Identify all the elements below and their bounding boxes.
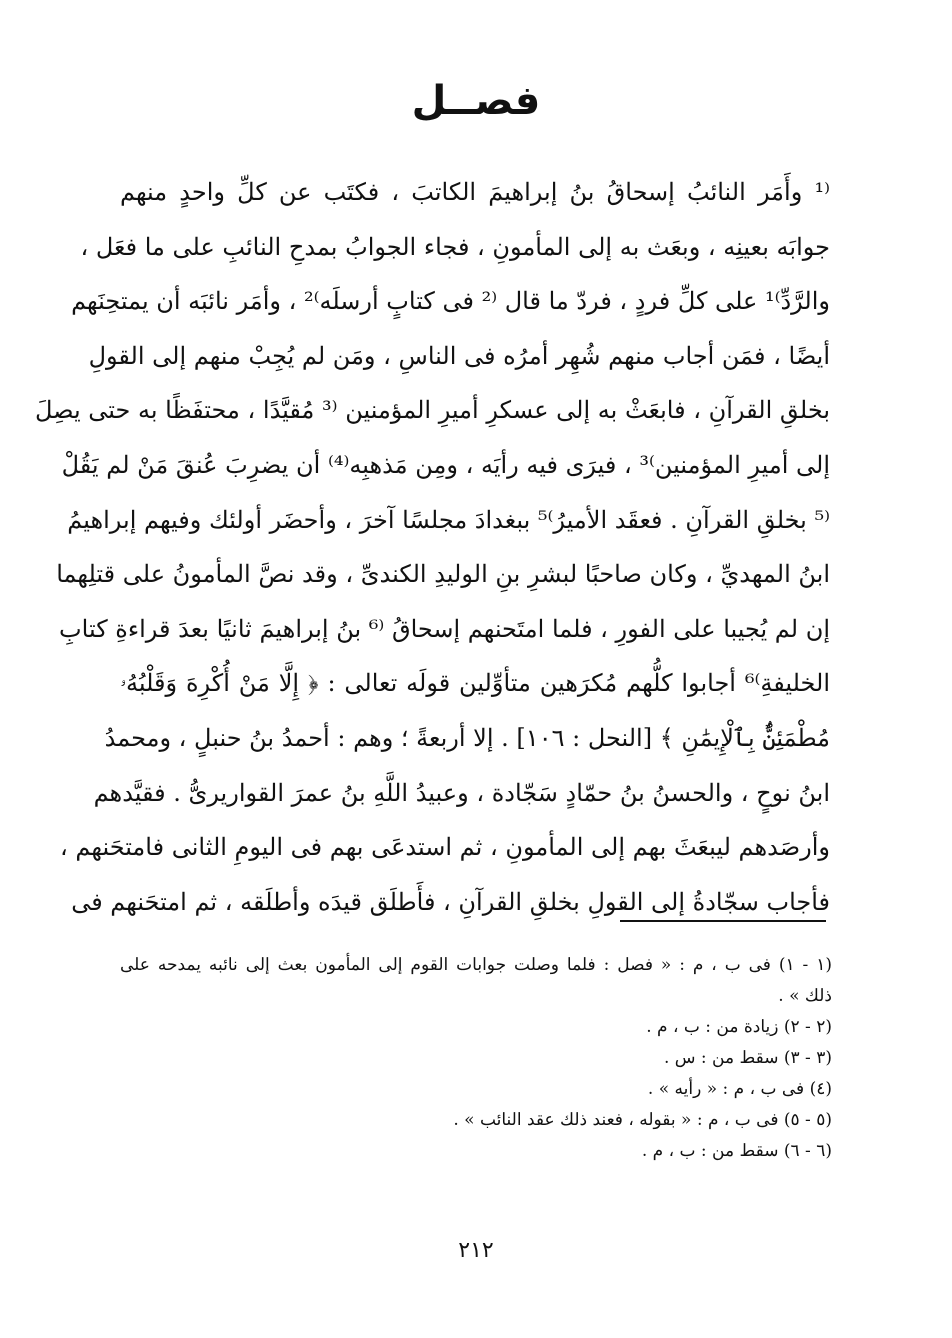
footnote-separator: [620, 920, 826, 922]
body-line: جوابَه بعينِه ، وبعَث به إلى المأمونِ ، فجاء الجوابُ بمدحِ النائبِ على ما فعَل ،: [80, 232, 830, 261]
body-line: وأرصَدهم ليبعَثَ بهم إلى المأمونِ ، ثم استدعَى بهم فى اليومِ الثانى فامتحَنهم ،: [60, 833, 830, 862]
body-line: إلى أميرِ المؤمنين⁾³ ، فيرَى فيه رأيَه ، ومِن مَذهبِه⁽⁴⁾ أن يضرِبَ عُنقَ مَنْ لم يَقُلْ: [61, 450, 830, 479]
body-line: أيضًا ، فمَن أجاب منهم شُهِر أمرُه فى الناسِ ، ومَن لم يُجِبْ منهم إلى القولِ: [88, 341, 830, 370]
body-line: الخليفةِ⁾⁶ أجابوا كلُّهم مُكرَهين متأوِّلين قولَه تعالى : ﴿ إِلَّا مَنْ أُكْرِهَ وَقَلْبُهُۥ: [120, 669, 830, 698]
body-line: ⁽⁵ بخلقِ القرآنِ . فعقَد الأميرُ⁾⁵ ببغدادَ مجلسًا آخرَ ، وأحضَر أولئك وفيهم إبراهيمُ: [67, 505, 830, 534]
section-title: فصــل: [411, 78, 541, 124]
footnote: (٣ - ٣) سقط من : س .: [663, 1048, 832, 1068]
page-number: ٢١٢: [458, 1238, 494, 1263]
body-line: بخلقِ القرآنِ ، فابعَثْ به إلى عسكرِ أميرِ المؤمنين ⁽³ مُقيَّدًا ، محتفَظًا به حتى يصِلَ: [34, 396, 830, 425]
body-line: والرَّدِّ⁾¹ على كلِّ فردٍ ، فردّ ما قال ⁽² فى كتابٍ أرسلَه⁾² ، وأمَر نائبَه أن يمتحِنَهم: [71, 287, 830, 316]
body-line: ابنُ المهديِّ ، وكان صاحبًا لبشرِ بنِ الوليدِ الكندىِّ ، وقد نصَّ المأمونُ على قتلِهما: [56, 560, 830, 589]
body-line: إن لم يُجيبا على الفورِ ، فلما امتَحنهم إسحاقُ ⁽⁶ بنُ إبراهيمَ ثانيًا بعدَ قراءةِ كتابِ: [59, 614, 830, 643]
body-line: فأجاب سجّادةُ إلى القولِ بخلقِ القرآنِ ، فأَطلَق قيدَه وأطلَقه ، ثم امتحَنهم فى: [71, 887, 830, 916]
body-text: [34, 165, 830, 929]
footnote: (٦ - ٦) سقط من : ب ، م .: [641, 1141, 832, 1161]
footnote: (١ - ١) فى ب ، م : « فصل : فلما وصلت جوابات القوم إلى المأمون بعث إلى نائبه يمدحه على: [120, 955, 832, 975]
footnotes: [120, 950, 832, 1167]
body-line: ⁽¹ وأَمَر النائبُ إسحاقُ بنُ إبراهيمَ الكاتبَ ، فكتَب عن كلِّ واحدٍ منهم: [120, 178, 830, 206]
body-line: ابنُ نوحٍ ، والحسنُ بنُ حمّادٍ سَجّادة ، وعبيدُ اللَّهِ بنُ عمرَ القواريرىُّ . فقيَّدهم: [93, 778, 830, 807]
footnote-continuation: ذلك » .: [778, 986, 832, 1006]
body-line: مُطْمَئِنٌّۢ بِٱلْإِيمَٰنِ ﴾ [النحل : ١٠٦] . إلا أربعةً ؛ وهم : أحمدُ بنُ حنبلٍ ، ومحمدُ: [104, 723, 830, 752]
footnote: (٥ - ٥) فى ب ، م : « بقوله ، فعند ذلك عقد النائب » .: [453, 1110, 832, 1130]
footnote: (٤) فى ب ، م : « رأيه » .: [647, 1079, 832, 1099]
footnote: (٢ - ٢) زيادة من : ب ، م .: [646, 1017, 832, 1037]
